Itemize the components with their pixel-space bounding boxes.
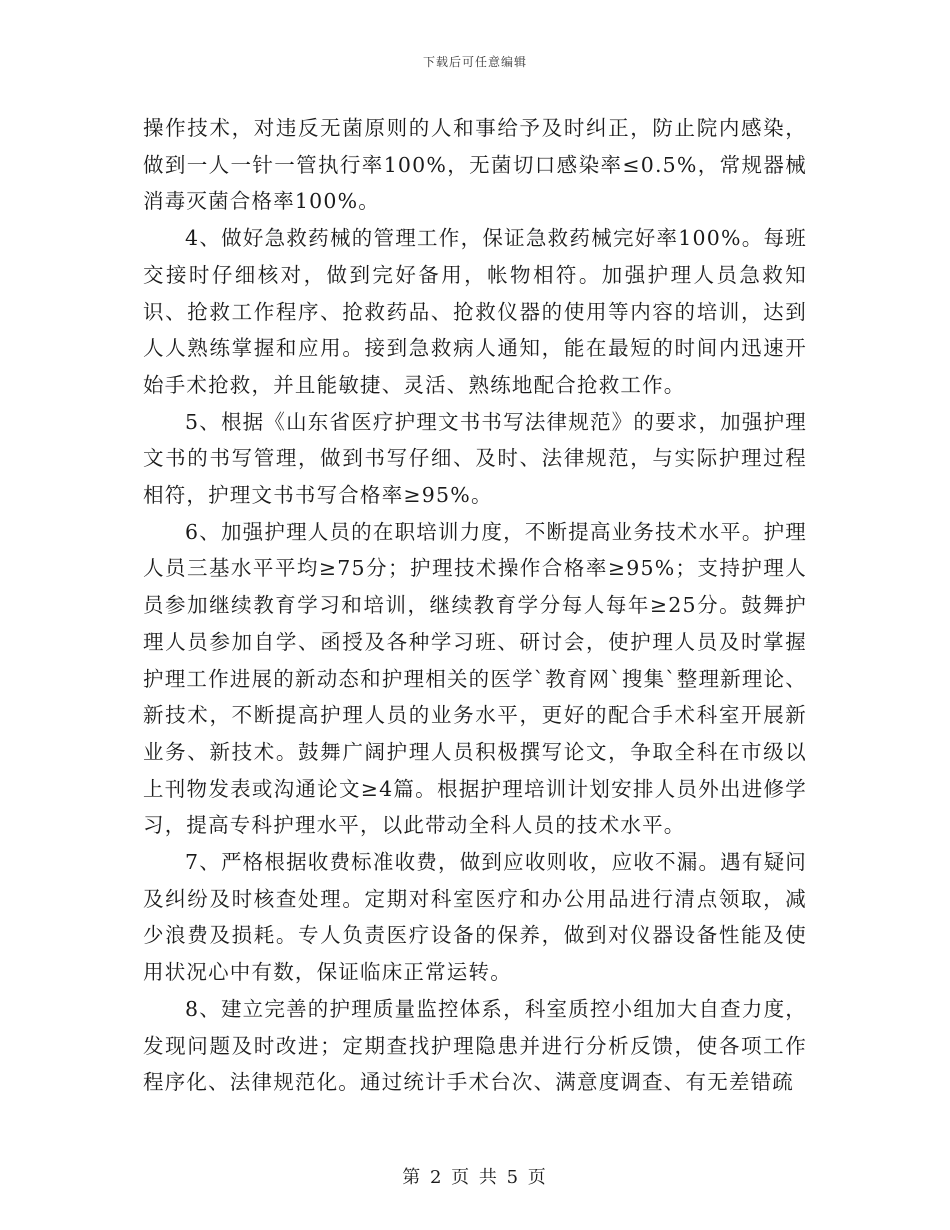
paragraph-item-5: 5、根据《山东省医疗护理文书书写法律规范》的要求，加强护理文书的书写管理，做到书写仔细、及时、法律规范，与实际护理过程相符，护理文书书写合格率≥95%。 — [143, 409, 807, 508]
paragraph-item-8: 8、建立完善的护理质量监控体系，科室质控小组加大自查力度，发现问题及时改进；定期查找护理隐患并进行分析反馈，使各项工作程序化、法律规范化。通过统计手术台次、满意度调查、有无差错疏 — [143, 996, 807, 1095]
paragraph-item-6: 6、加强护理人员的在职培训力度，不断提高业务技术水平。护理人员三基水平平均≥75分；护理技术操作合格率≥95%；支持护理人员参加继续教育学习和培训，继续教育学分每人每年≥25分。鼓舞护理人员参加自学、函授及各种学习班、研讨会，使护理人员及时掌握护理工作进展的新动态和护理相关的医学`教育网`搜集`整理新理论、新技术，不断提高护理人员的业务水平，更好的配合手术科室开展新业务、新技术。鼓舞广阔护理人员积极撰写论文，争取全科在市级以上刊物发表或沟通论文≥4篇。根据护理培训计划安排人员外出进修学习，提高专科护理水平，以此带动全科人员的技术水平。 — [143, 519, 807, 838]
page-number-footer: 第 2 页 共 5 页 — [402, 1167, 548, 1188]
document-body — [143, 110, 807, 1101]
page-header: 下载后可任意编辑 — [422, 55, 527, 69]
paragraph-continuation: 操作技术，对违反无菌原则的人和事给予及时纠正，防止院内感染，做到一人一针一管执行率100%，无菌切口感染率≤0.5%，常规器械消毒灭菌合格率100%。 — [143, 116, 807, 214]
paragraph-item-4: 4、做好急救药械的管理工作，保证急救药械完好率100%。每班交接时仔细核对，做到完好备用，帐物相符。加强护理人员急救知识、抢救工作程序、抢救药品、抢救仪器的使用等内容的培训，达到人人熟练掌握和应用。接到急救病人通知，能在最短的时间内迅速开始手术抢救，并且能敏捷、灵活、熟练地配合抢救工作。 — [143, 226, 807, 397]
paragraph-item-7: 7、严格根据收费标准收费，做到应收则收，应收不漏。遇有疑问及纠纷及时核查处理。定期对科室医疗和办公用品进行清点领取，减少浪费及损耗。专人负责医疗设备的保养，做到对仪器设备性能及使用状况心中有数，保证临床正常运转。 — [143, 850, 807, 985]
